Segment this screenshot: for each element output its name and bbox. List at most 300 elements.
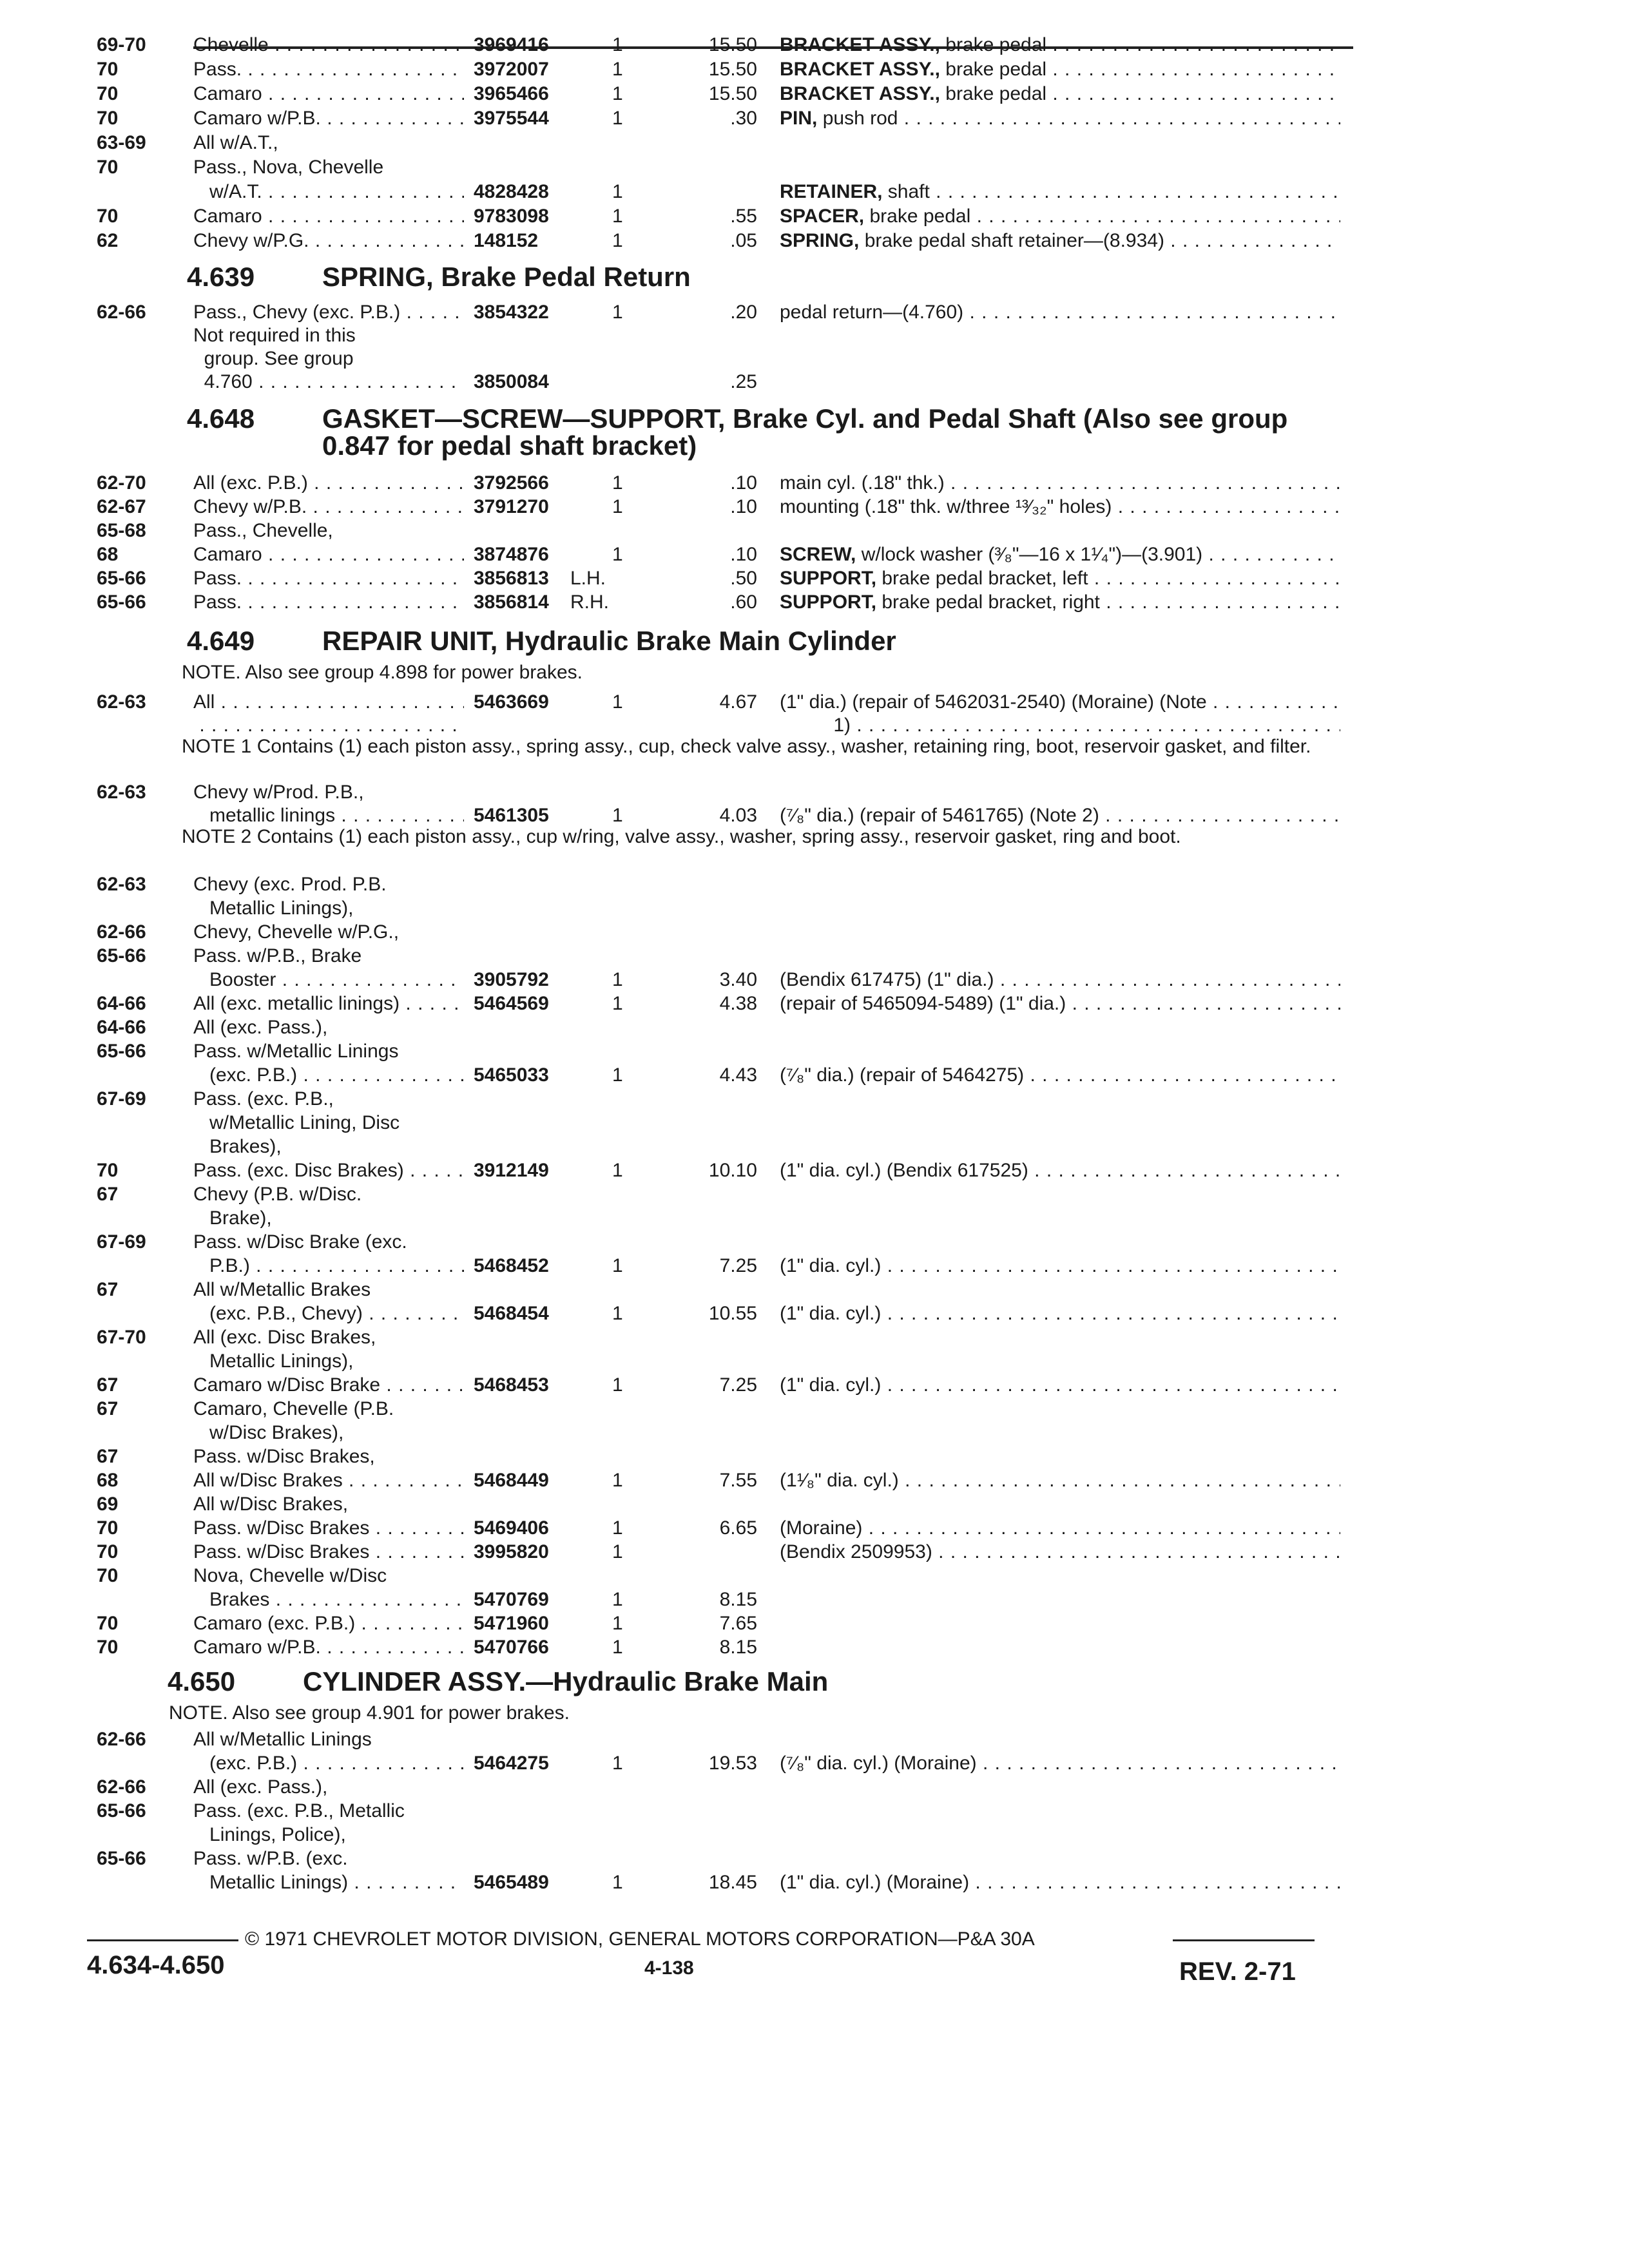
application: Camaro w/Disc Brake . . .: [193, 1372, 464, 1398]
price: .10: [730, 472, 757, 494]
quantity: 1: [612, 1589, 623, 1610]
note-text: NOTE. Also see group 4.898 for power brakes.: [182, 662, 583, 683]
price: .30: [730, 108, 757, 129]
price: 7.55: [719, 1470, 757, 1491]
part-number: 5468453: [474, 1374, 549, 1396]
model-years: 70: [97, 206, 119, 227]
description: [780, 1253, 1340, 1279]
parts-row: [0, 1635, 1629, 1660]
footer-copyright: © 1971 CHEVROLET MOTOR DIVISION, GENERAL MOTORS CORPORATION—P&A 30A: [245, 1928, 1035, 1950]
part-number: 5469406: [474, 1517, 549, 1539]
part-number: 3854322: [474, 302, 549, 323]
part-name: SUPPORT,: [780, 591, 877, 613]
model-years: 69-70: [97, 34, 146, 55]
application: Pass. w/Metallic Linings: [193, 1041, 399, 1062]
description: [780, 967, 1340, 993]
part-name: BRACKET ASSY.,: [780, 83, 940, 104]
price: 7.25: [719, 1255, 757, 1276]
quantity: L.H.: [570, 568, 606, 589]
model-years: 62-70: [97, 472, 146, 494]
part-detail: 1): [780, 715, 851, 736]
model-years: 62-67: [97, 496, 146, 517]
part-number: 3874876: [474, 544, 549, 565]
price: 10.55: [708, 1303, 757, 1324]
parts-row: [0, 57, 1629, 82]
price: 3.40: [719, 969, 757, 990]
section-number: 4.650: [168, 1666, 236, 1696]
price: 4.38: [719, 993, 757, 1014]
model-years: 62-63: [97, 691, 146, 713]
parts-row: [0, 896, 1629, 921]
part-detail: (⁷⁄₈" dia.) (repair of 5461765) (Note 2): [780, 805, 1099, 826]
parts-row: [0, 1015, 1629, 1041]
part-detail: (1" dia. cyl.) (Bendix 617525): [780, 1160, 1028, 1181]
application: All (exc. Pass.),: [193, 1017, 328, 1038]
model-years: 67: [97, 1279, 119, 1300]
note-text: NOTE 2 Contains (1) each piston assy., cup w/ring, valve assy., washer, spring assy., reservoir gasket, ring and boot.: [182, 826, 1181, 847]
quantity: 1: [612, 302, 623, 323]
note-text: NOTE. Also see group 4.901 for power brakes.: [169, 1702, 570, 1724]
part-number: 3850084: [474, 371, 549, 392]
part-number: 3975544: [474, 108, 549, 129]
parts-row: [0, 1751, 1629, 1776]
price: 15.50: [708, 34, 757, 55]
parts-row: [0, 1468, 1629, 1494]
quantity: 1: [612, 1160, 623, 1181]
quantity: 1: [612, 1517, 623, 1539]
quantity: 1: [612, 1872, 623, 1893]
description: [780, 179, 1340, 205]
application: Chevy w/P.B. . . .: [193, 494, 464, 520]
price: .60: [730, 591, 757, 613]
description: [780, 204, 1340, 229]
part-number: 5464275: [474, 1753, 549, 1774]
parts-row: [0, 155, 1629, 180]
part-detail: brake pedal bracket, left: [876, 568, 1088, 589]
part-detail: pedal return—(4.760): [780, 302, 964, 323]
application: Pass., Chevelle,: [193, 520, 333, 541]
parts-row: [0, 494, 1629, 520]
part-number: 3912149: [474, 1160, 549, 1181]
application: Pass. (exc. P.B.,: [193, 1088, 334, 1110]
parts-row: [0, 1372, 1629, 1398]
parts-row: [0, 1444, 1629, 1470]
parts-row: [0, 1420, 1629, 1446]
part-number: 3972007: [474, 59, 549, 80]
part-number: 4828428: [474, 181, 549, 202]
part-detail: brake pedal: [940, 83, 1047, 104]
parts-row: [0, 1774, 1629, 1800]
application: Camaro . . .: [193, 81, 464, 107]
application: Camaro . . .: [193, 542, 464, 568]
quantity: 1: [612, 544, 623, 565]
part-detail: (1" dia. cyl.) (Moraine): [780, 1872, 970, 1893]
application: w/Disc Brakes),: [193, 1422, 344, 1443]
part-number: 3969416: [474, 34, 549, 55]
description: [780, 300, 1340, 325]
section-title: REPAIR UNIT, Hydraulic Brake Main Cylinder: [322, 626, 896, 656]
quantity: 1: [612, 230, 623, 251]
part-detail: brake pedal shaft retainer—(8.934): [859, 230, 1164, 251]
model-years: 70: [97, 1637, 119, 1658]
model-years: 67: [97, 1446, 119, 1467]
description: [780, 991, 1340, 1017]
parts-row: [0, 300, 1629, 325]
quantity: 1: [612, 59, 623, 80]
application: Metallic Linings),: [193, 1350, 354, 1372]
quantity: 1: [612, 472, 623, 494]
part-detail: brake pedal: [940, 59, 1047, 80]
section-title: SPRING, Brake Pedal Return: [322, 262, 691, 292]
model-years: 65-66: [97, 945, 146, 966]
model-years: 64-66: [97, 1017, 146, 1038]
parts-row: [0, 346, 1629, 372]
application: Pass. . . .: [193, 57, 464, 82]
model-years: 70: [97, 59, 119, 80]
parts-row: [0, 872, 1629, 898]
application: Pass. w/Disc Brake (exc.: [193, 1231, 407, 1253]
parts-row: [0, 590, 1629, 615]
price: 18.45: [708, 1872, 757, 1893]
parts-row: [0, 1182, 1629, 1207]
section-number: 4.649: [187, 626, 255, 656]
description: [780, 57, 1340, 82]
model-years: 70: [97, 157, 119, 178]
model-years: 70: [97, 83, 119, 104]
parts-row: [0, 1587, 1629, 1613]
application: Camaro . . .: [193, 204, 464, 229]
description: [780, 470, 1340, 496]
parts-row: [0, 1515, 1629, 1541]
quantity: R.H.: [570, 591, 609, 613]
application: metallic linings . . .: [193, 803, 464, 829]
part-name: SCREW,: [780, 544, 856, 565]
application: Chevy w/P.G. . . .: [193, 228, 464, 254]
description: [780, 1870, 1340, 1896]
part-detail: (repair of 5465094-5489) (1" dia.): [780, 993, 1066, 1014]
parts-row: [0, 1563, 1629, 1589]
part-number: 5471960: [474, 1613, 549, 1634]
part-detail: (1¹⁄₈" dia. cyl.): [780, 1470, 899, 1491]
application: Camaro w/P.B. . . .: [193, 106, 464, 131]
part-number: 5465033: [474, 1064, 549, 1086]
footer-group-range: 4.634-4.650: [87, 1951, 225, 1979]
part-detail: brake pedal: [940, 34, 1047, 55]
parts-row: [0, 81, 1629, 107]
application: w/A.T. . . .: [193, 179, 464, 205]
description: [780, 1468, 1340, 1494]
price: .20: [730, 302, 757, 323]
parts-row: [0, 1539, 1629, 1565]
model-years: 65-66: [97, 1041, 146, 1062]
part-number: 5463669: [474, 691, 549, 713]
part-number: 5468452: [474, 1255, 549, 1276]
footer-rule-left: [87, 1939, 238, 1941]
description: [780, 1751, 1340, 1776]
part-number: 3905792: [474, 969, 549, 990]
description: [780, 81, 1340, 107]
price: 15.50: [708, 83, 757, 104]
part-name: SUPPORT,: [780, 568, 877, 589]
part-number: 5470769: [474, 1589, 549, 1610]
part-number: 3995820: [474, 1541, 549, 1562]
description: [780, 1515, 1340, 1541]
part-detail: push rod: [817, 108, 898, 129]
application: P.B.) . . .: [193, 1253, 464, 1279]
part-detail: (⁷⁄₈" dia. cyl.) (Moraine): [780, 1753, 977, 1774]
parts-row: [0, 542, 1629, 568]
parts-row: [0, 323, 1629, 349]
section-title: CYLINDER ASSY.—Hydraulic Brake Main: [303, 1666, 829, 1696]
part-name: PIN,: [780, 108, 818, 129]
application: Pass. w/Disc Brakes . . .: [193, 1515, 464, 1541]
part-detail: (⁷⁄₈" dia.) (repair of 5464275): [780, 1064, 1025, 1086]
parts-row: [0, 518, 1629, 544]
application: Booster . . .: [193, 967, 464, 993]
price: 19.53: [708, 1753, 757, 1774]
application: Pass. (exc. P.B., Metallic: [193, 1800, 405, 1821]
parts-row: [0, 1039, 1629, 1064]
model-years: 70: [97, 108, 119, 129]
application: Chevy (exc. Prod. P.B.: [193, 874, 387, 895]
application: Chevelle . . .: [193, 32, 464, 58]
application: Pass. . . .: [193, 590, 464, 615]
part-number: 3965466: [474, 83, 549, 104]
model-years: 67: [97, 1398, 119, 1419]
part-number: 148152: [474, 230, 539, 251]
description: [780, 1158, 1340, 1184]
model-years: 62-66: [97, 302, 146, 323]
application: Camaro, Chevelle (P.B.: [193, 1398, 394, 1419]
application: Camaro w/P.B. . . .: [193, 1635, 464, 1660]
quantity: 1: [612, 1470, 623, 1491]
application: Not required in this: [193, 325, 356, 346]
part-number: 9783098: [474, 206, 549, 227]
parts-row: [0, 1846, 1629, 1872]
application: Nova, Chevelle w/Disc: [193, 1565, 387, 1586]
application: Pass. w/Disc Brakes . . .: [193, 1539, 464, 1565]
part-number: 5470766: [474, 1637, 549, 1658]
price: 6.65: [719, 1517, 757, 1539]
description: [780, 689, 1340, 715]
part-detail: shaft: [882, 181, 930, 202]
model-years: 67-69: [97, 1088, 146, 1110]
price: 7.25: [719, 1374, 757, 1396]
parts-row: [0, 566, 1629, 591]
model-years: 67: [97, 1184, 119, 1205]
parts-row: [0, 228, 1629, 254]
price: .50: [730, 568, 757, 589]
application: All (exc. metallic linings) . . .: [193, 991, 464, 1017]
price: 4.67: [719, 691, 757, 713]
application: 4.760 . . .: [193, 369, 464, 395]
price: .25: [730, 371, 757, 392]
footer-page-number: 4-138: [644, 1957, 694, 1979]
model-years: 62: [97, 230, 119, 251]
application: Pass. w/Disc Brakes,: [193, 1446, 375, 1467]
quantity: 1: [612, 108, 623, 129]
description: [780, 590, 1340, 615]
model-years: 65-66: [97, 1800, 146, 1821]
part-name: SPACER,: [780, 206, 865, 227]
description: [780, 566, 1340, 591]
application: All (exc. Pass.),: [193, 1776, 328, 1798]
model-years: 65-66: [97, 1848, 146, 1869]
model-years: 65-66: [97, 568, 146, 589]
part-number: 3856814: [474, 591, 549, 613]
parts-row: [0, 204, 1629, 229]
parts-row: [0, 689, 1629, 715]
parts-row: [0, 1086, 1629, 1112]
price: .55: [730, 206, 757, 227]
price: 8.15: [719, 1637, 757, 1658]
part-name: BRACKET ASSY.,: [780, 34, 940, 55]
model-years: 68: [97, 1470, 119, 1491]
price: .10: [730, 496, 757, 517]
model-years: 65-66: [97, 591, 146, 613]
model-years: 70: [97, 1160, 119, 1181]
application: All w/Metallic Linings: [193, 1729, 372, 1750]
application: All w/Disc Brakes . . .: [193, 1468, 464, 1494]
quantity: 1: [612, 206, 623, 227]
application: All (exc. P.B.) . . .: [193, 470, 464, 496]
parts-row: [0, 1134, 1629, 1160]
model-years: 67-69: [97, 1231, 146, 1253]
quantity: 1: [612, 1613, 623, 1634]
parts-row: [0, 470, 1629, 496]
quantity: 1: [612, 1753, 623, 1774]
part-detail: (1" dia. cyl.): [780, 1303, 882, 1324]
parts-row: [0, 1798, 1629, 1824]
application: w/Metallic Lining, Disc: [193, 1112, 400, 1133]
parts-row: [0, 1870, 1629, 1896]
part-detail: main cyl. (.18" thk.): [780, 472, 945, 494]
description: [780, 542, 1340, 568]
quantity: 1: [612, 1637, 623, 1658]
part-detail: (Bendix 617475) (1" dia.): [780, 969, 994, 990]
section-heading: [187, 261, 691, 293]
parts-row: [0, 1110, 1629, 1136]
parts-row: [0, 1062, 1629, 1088]
quantity: 1: [612, 181, 623, 202]
description: [780, 1372, 1340, 1398]
model-years: 62-66: [97, 1776, 146, 1798]
section-heading: [187, 625, 896, 657]
application: All (exc. Disc Brakes,: [193, 1327, 376, 1348]
application: Brakes . . .: [193, 1587, 464, 1613]
parts-row: [0, 179, 1629, 205]
description: [780, 106, 1340, 131]
quantity: 1: [612, 34, 623, 55]
parts-row: [0, 130, 1629, 156]
part-detail: brake pedal: [864, 206, 971, 227]
parts-row: [0, 967, 1629, 993]
part-name: RETAINER,: [780, 181, 883, 202]
part-number: 5461305: [474, 805, 549, 826]
parts-row: [0, 32, 1629, 58]
price: 4.03: [719, 805, 757, 826]
parts-row: [0, 1492, 1629, 1517]
application: Metallic Linings),: [193, 898, 354, 919]
section-title: GASKET—SCREW—SUPPORT, Brake Cyl. and Pedal Shaft (Also see group: [322, 403, 1288, 434]
parts-row: [0, 1277, 1629, 1303]
model-years: 67-70: [97, 1327, 146, 1348]
application: group. See group: [193, 348, 354, 369]
parts-row: [0, 1727, 1629, 1753]
parts-row: [0, 1822, 1629, 1848]
application: Camaro (exc. P.B.) . . .: [193, 1611, 464, 1637]
parts-row: [0, 1301, 1629, 1327]
model-years: 64-66: [97, 993, 146, 1014]
parts-row: [0, 1229, 1629, 1255]
application: Brake),: [193, 1207, 272, 1229]
application: Pass. . . .: [193, 566, 464, 591]
part-detail: (1" dia. cyl.): [780, 1374, 882, 1396]
description: [780, 32, 1340, 58]
model-years: 69: [97, 1494, 119, 1515]
parts-row: [0, 1253, 1629, 1279]
application: Pass. (exc. Disc Brakes) . . .: [193, 1158, 464, 1184]
parts-row: [0, 106, 1629, 131]
parts-row: [0, 991, 1629, 1017]
part-detail: w/lock washer (³⁄₈"—16 x 1¹⁄₄")—(3.901): [856, 544, 1203, 565]
price: 15.50: [708, 59, 757, 80]
quantity: 1: [612, 805, 623, 826]
part-number: 5468454: [474, 1303, 549, 1324]
application: Metallic Linings) . . .: [193, 1870, 464, 1896]
model-years: 62-66: [97, 1729, 146, 1750]
part-number: 5465489: [474, 1872, 549, 1893]
model-years: 67: [97, 1374, 119, 1396]
section-heading: [168, 1666, 828, 1698]
model-years: 62-63: [97, 782, 146, 803]
price: 7.65: [719, 1613, 757, 1634]
part-number: 3856813: [474, 568, 549, 589]
model-years: 63-69: [97, 132, 146, 153]
model-years: 62-66: [97, 921, 146, 943]
quantity: 1: [612, 496, 623, 517]
parts-row: [0, 1396, 1629, 1422]
price: 8.15: [719, 1589, 757, 1610]
application: (exc. P.B.) . . .: [193, 1062, 464, 1088]
quantity: 1: [612, 993, 623, 1014]
description: [780, 494, 1340, 520]
application: All . . .: [193, 689, 464, 715]
application: Pass., Nova, Chevelle: [193, 157, 384, 178]
section-number: 4.648: [187, 403, 255, 434]
part-detail: (1" dia.) (repair of 5462031-2540) (Moraine) (Note: [780, 691, 1207, 713]
model-years: 68: [97, 544, 119, 565]
description: [780, 1301, 1340, 1327]
application: Brakes),: [193, 1136, 282, 1157]
model-years: 62-63: [97, 874, 146, 895]
application: Pass., Chevy (exc. P.B.) . . .: [193, 300, 464, 325]
price: 10.10: [708, 1160, 757, 1181]
application: (exc. P.B., Chevy) . . .: [193, 1301, 464, 1327]
part-number: 5468449: [474, 1470, 549, 1491]
description: [780, 228, 1340, 254]
part-detail: (Bendix 2509953): [780, 1541, 932, 1562]
quantity: 1: [612, 83, 623, 104]
parts-row: [0, 1349, 1629, 1374]
model-years: 70: [97, 1565, 119, 1586]
description: [780, 1539, 1340, 1565]
quantity: 1: [612, 1303, 623, 1324]
application: Pass. w/P.B., Brake: [193, 945, 362, 966]
quantity: 1: [612, 691, 623, 713]
part-detail: brake pedal bracket, right: [876, 591, 1100, 613]
part-name: SPRING,: [780, 230, 860, 251]
